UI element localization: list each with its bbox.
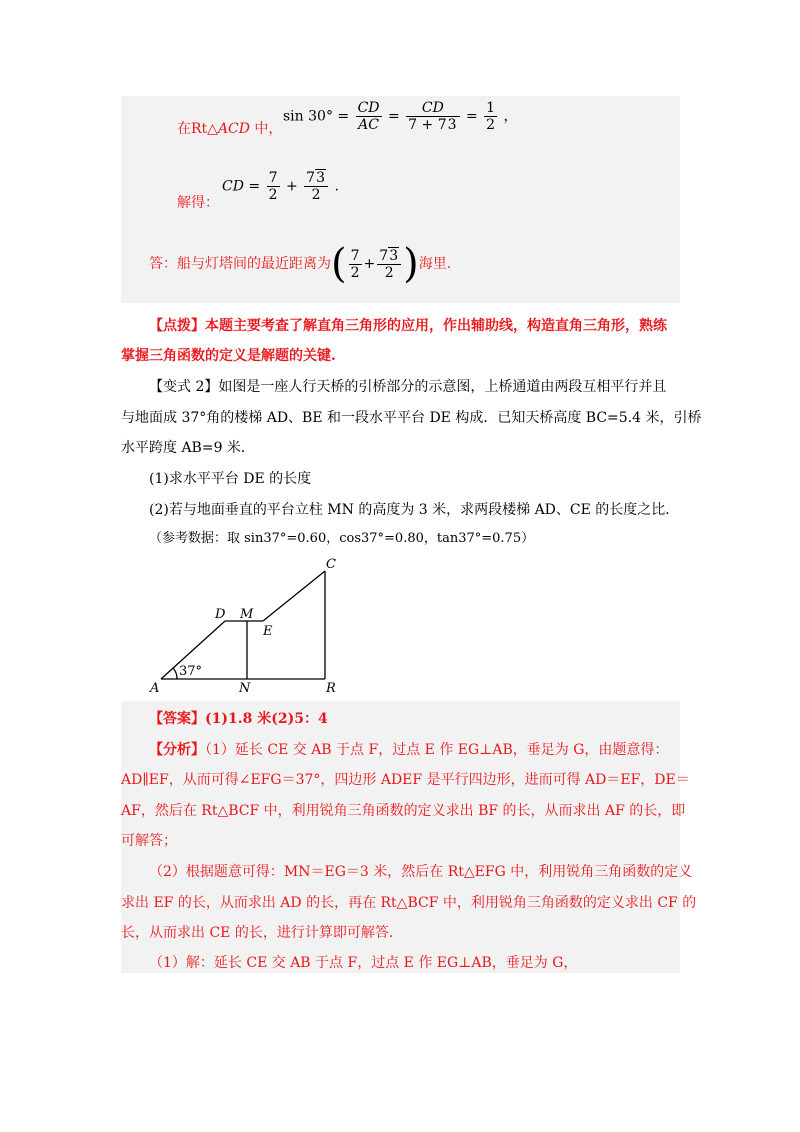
tip-line-2: 掌握三角函数的定义是解题的关键. bbox=[121, 348, 336, 364]
variant-line-3: 水平跨度 AB=9 米． bbox=[121, 440, 255, 456]
tip-line-1: 【点拨】本题主要考查了解直角三角形的应用，作出辅助线，构造直角三角形，熟练 bbox=[149, 318, 667, 334]
final-answer-line: 答：船与灯塔间的最近距离为( $\frac{7}{2}$ + $\frac{73}{2}$ )海里. bbox=[149, 241, 452, 287]
analysis-line-7: 长，从而求出 CE 的长，进行计算即可解答． bbox=[121, 925, 403, 941]
rt-acd-line: 在Rt△ACD 中， bbox=[177, 121, 283, 137]
label-e: E bbox=[263, 624, 273, 639]
solution-line-1: （1）解：延长 CE 交 AB 于点 F，过点 E 作 EG⊥AB，垂足为 G， bbox=[149, 955, 578, 971]
label-a: A bbox=[150, 681, 160, 695]
paren-right: ) bbox=[403, 241, 419, 287]
analysis-line-4: 可解答； bbox=[121, 833, 177, 849]
reference-data: （参考数据：取 sin37°=0.60，cos37°=0.80，tan37°=0.75） bbox=[149, 531, 535, 546]
question-2: (2)若与地面垂直的平台立柱 MN 的高度为 3 米，求两段楼梯 AD、CE 的长度之比． bbox=[149, 502, 680, 518]
answer-line: 【答案】(1)1.8 米(2)5：4 bbox=[149, 711, 328, 727]
stair-ec bbox=[263, 571, 325, 621]
variant-line-1: 【变式 2】如图是一座人行天桥的引桥部分的示意图，上桥通道由两段互相平行并且 bbox=[149, 379, 667, 395]
analysis-line-5: （2）根据题意可得：MN＝EG＝3 米，然后在 Rt△EFG 中，利用锐角三角函数的定义 bbox=[149, 864, 693, 880]
fraction-answer-sqrt: $\frac{73}{2}$ bbox=[377, 248, 401, 281]
label-angle: 37° bbox=[179, 664, 203, 679]
jiede-label: 解得： bbox=[177, 195, 219, 211]
question-1: (1)求水平平台 DE 的长度 bbox=[149, 471, 312, 487]
label-n: N bbox=[239, 681, 251, 695]
angle-arc bbox=[173, 668, 177, 679]
bridge-figure bbox=[145, 555, 385, 695]
analysis-line-1: 【分析】（1）延长 CE 交 AB 于点 F，过点 E 作 EG⊥AB，垂足为 G，由题意得： bbox=[149, 742, 669, 758]
label-r: R bbox=[326, 681, 336, 695]
variant-line-2: 与地面成 37°角的楼梯 AD、BE 和一段水平平台 DE 构成．已知天桥高度 BC=5.4 米，引桥 bbox=[121, 410, 702, 426]
sin30-formula: sin 30° = $\frac{CD}{AC}$ = $\frac{CD}{7 + 73}$ = $\frac{1}{2}$ ， bbox=[283, 100, 518, 133]
fraction-answer-seven-half: $\frac{7}{2}$ bbox=[350, 247, 360, 281]
fraction-cd-7: $\frac{CD}{7 + 73}$ bbox=[406, 100, 459, 133]
label-c: C bbox=[326, 557, 336, 572]
fraction-half: $\frac{1}{2}$ bbox=[486, 100, 496, 133]
analysis-line-6: 求出 EF 的长，从而求出 AD 的长，再在 Rt△BCF 中，利用锐角三角函数的定义求出 CF 的 bbox=[121, 895, 697, 911]
analysis-line-2: AD∥EF，从而可得∠EFG＝37°，四边形 ADEF 是平行四边形，进而可得 AD＝EF，DE＝ bbox=[121, 772, 690, 788]
label-m: M bbox=[240, 607, 254, 622]
fraction-seven-half: $\frac{7}{2}$ bbox=[268, 170, 278, 203]
fraction-cd-ac: $\frac{CD}{AC}$ bbox=[357, 100, 380, 133]
label-d: D bbox=[215, 607, 226, 622]
paren-left: ( bbox=[331, 241, 347, 287]
cd-result-formula: CD = $\frac{7}{2}$ + $\frac{73}{2}$ . bbox=[222, 170, 339, 203]
fraction-seven-sqrt3-half: $\frac{73}{2}$ bbox=[304, 170, 328, 203]
analysis-line-3: AF，然后在 Rt△BCF 中，利用锐角三角函数的定义求出 BF 的长，从而求出 AF 的长，即 bbox=[121, 803, 686, 819]
